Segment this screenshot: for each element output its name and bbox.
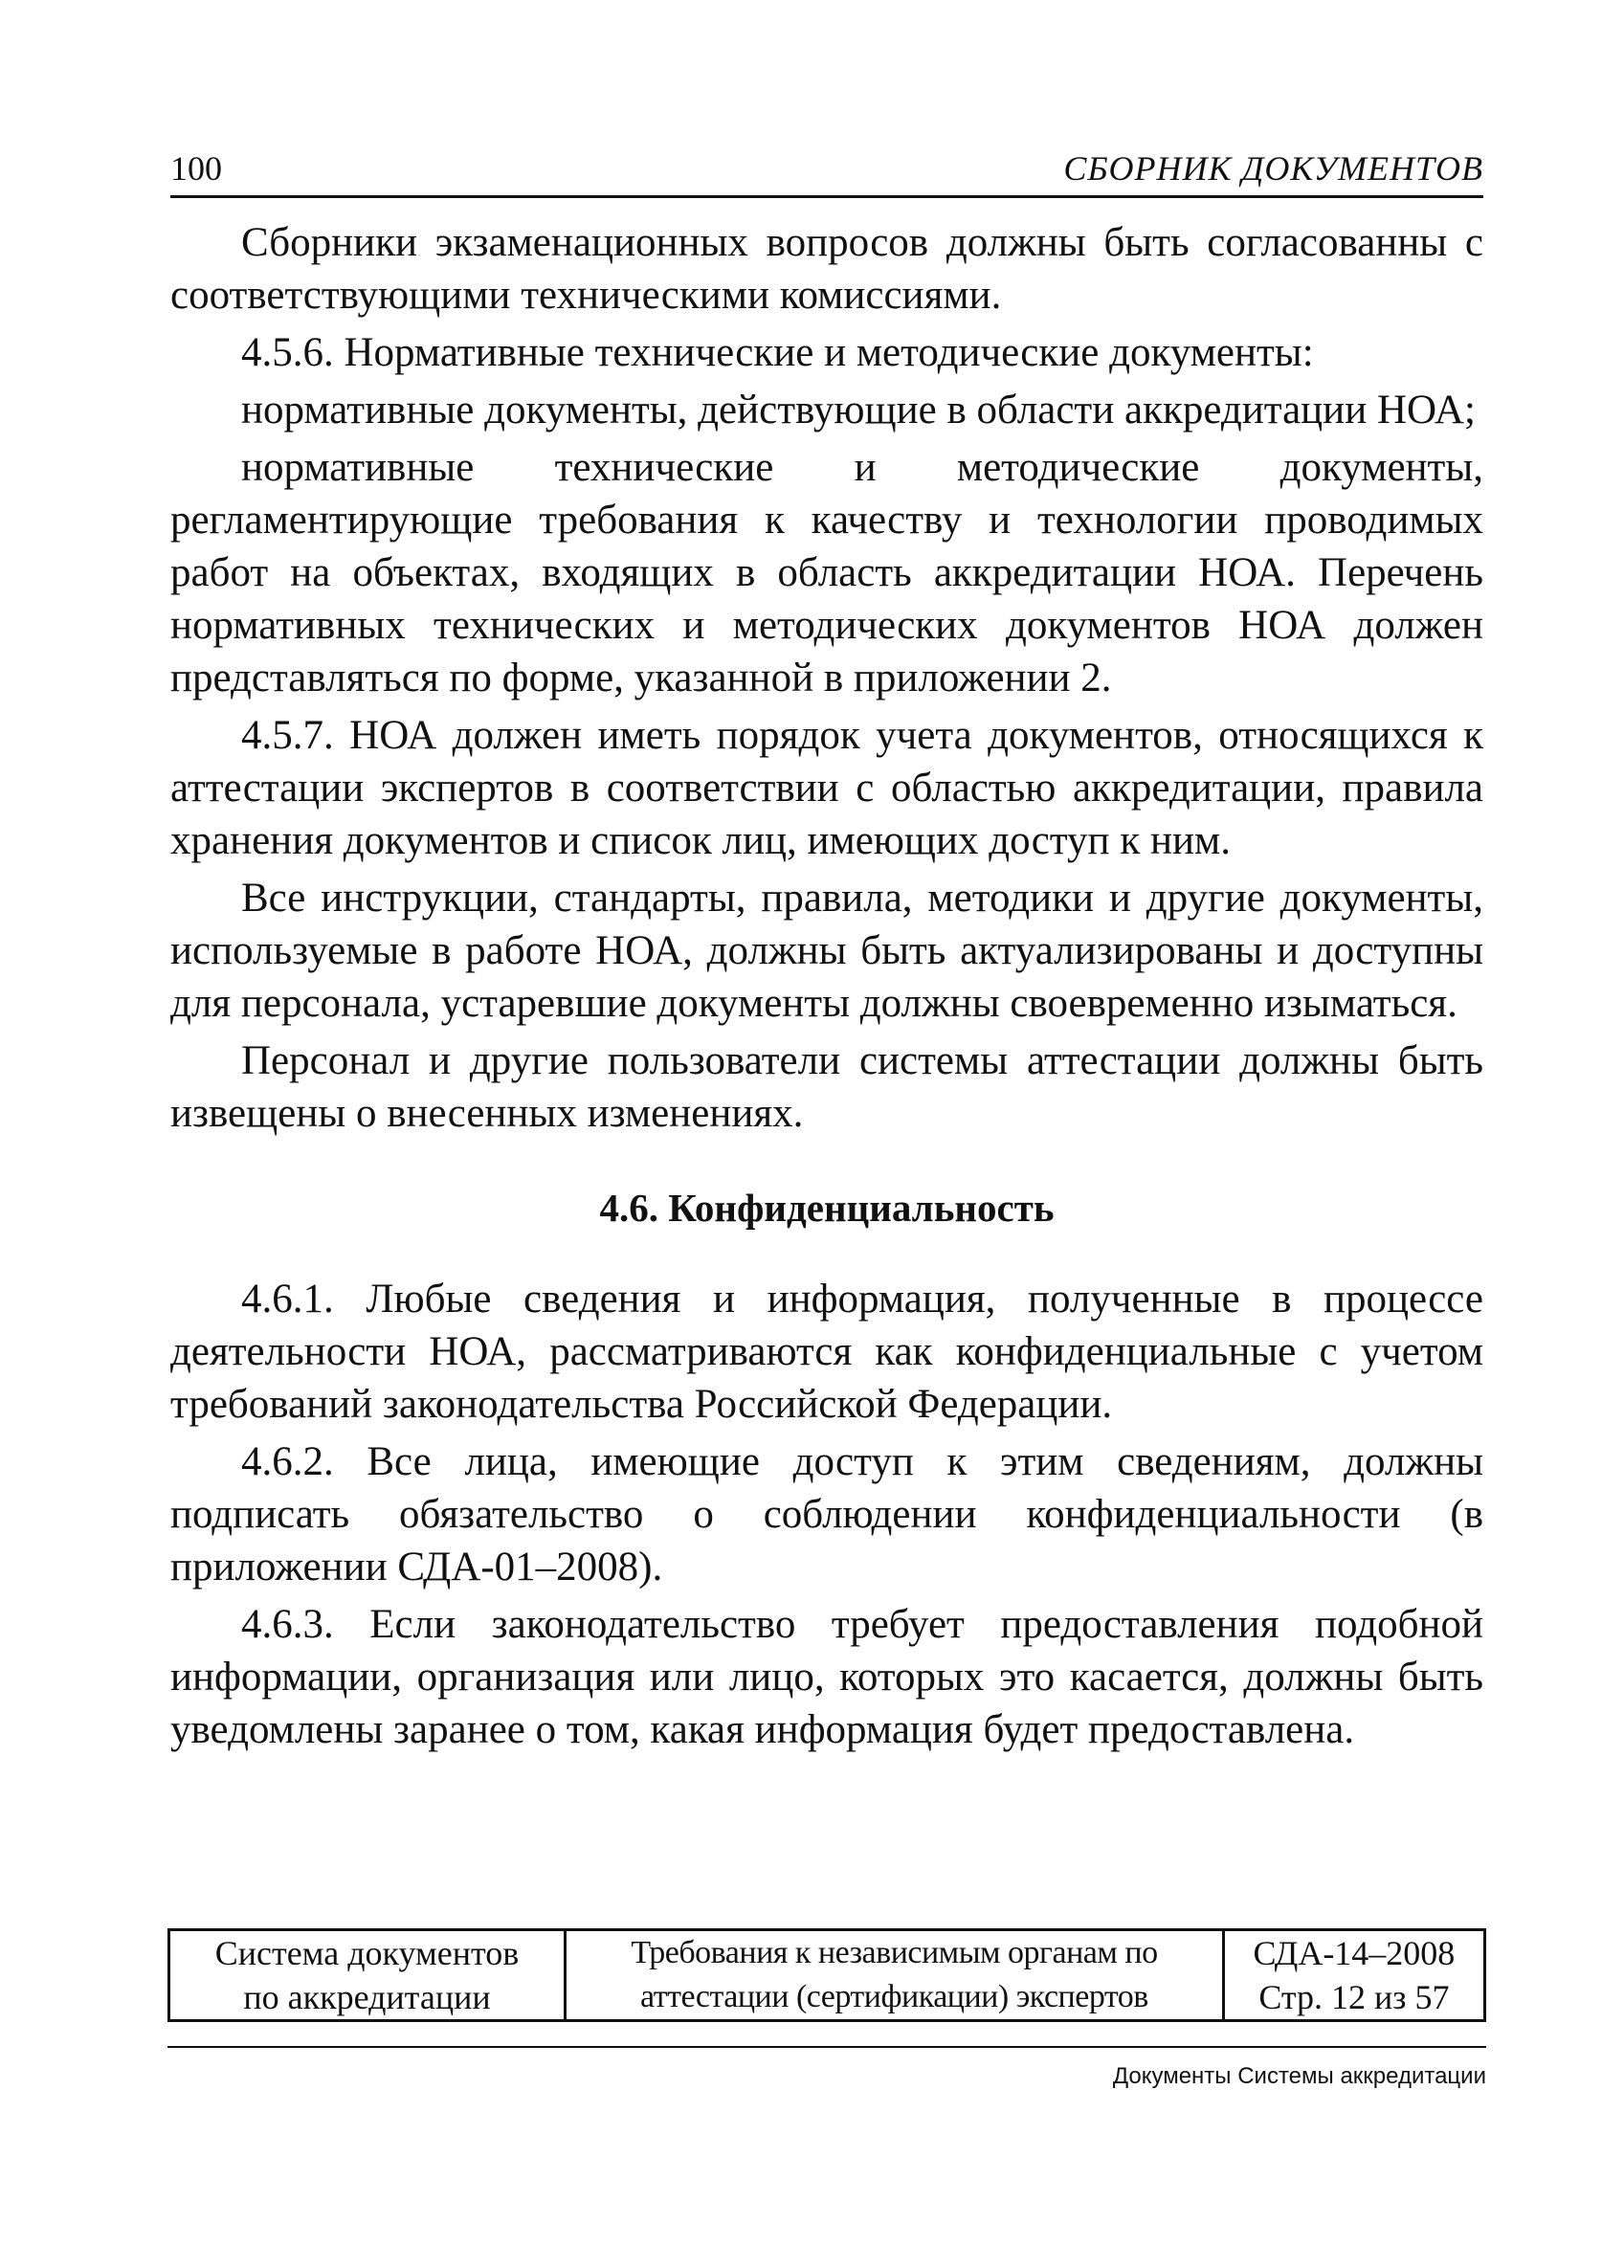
paragraph: 4.6.2. Все лица, имеющие доступ к этим сведениям, должны подписать обязательство о соблюдении конфиденциальности (в приложении СДА-01–2008). [170,1439,1483,1590]
paragraph: 4.5.6. Нормативные технические и методические документы: [241,330,1314,375]
paragraph: 4.5.7. НОА должен иметь порядок учета документов, относящихся к аттестации экспертов в соответствии с областью аккредитации, правила хранения документов и список лиц, имеющих доступ к ним. [170,713,1483,863]
code-cell [1223,1930,1484,2021]
table-row [169,1930,1485,2021]
page-indicator: Стр. 12 из 57 [1258,1978,1450,2016]
document-info-table [167,1928,1486,2022]
paragraph: нормативные технические и методические документы, регламентирующие требования к качеству и технологии проводимых работ на объектах, входящих в область аккредитации НОА. Перечень нормативных технических и методических документов НОА должен представляться по форме, указанной в приложении 2. [170,445,1483,700]
system-line-1: Система документов [214,1934,520,1972]
page-number: 100 [170,149,222,188]
paragraph: 4.6.3. Если законодательство требует предоставления подобной информации, организация или лицо, которых это касается, должны быть уведомлены заранее о том, какая информация будет предоставлена. [170,1602,1483,1752]
paragraph: Все инструкции, стандарты, правила, методики и другие документы, используемые в работе НОА, должны быть актуализированы и доступны для персонала, устаревшие документы должны своевременно изыматься. [170,876,1483,1026]
title-line-2: аттестации (сертификации) экспертов [640,1979,1148,2014]
paragraph: 4.6.1. Любые сведения и информация, полученные в процессе деятельности НОА, рассматриваются как конфиденциальные с учетом требований законодательства Российской Федерации. [170,1277,1483,1427]
body-text [170,216,1483,1761]
running-title: СБОРНИК ДОКУМЕНТОВ [1063,149,1483,188]
paragraph: Персонал и другие пользователи системы аттестации должны быть извещены о внесенных изменениях. [170,1038,1483,1136]
footer-divider [167,2046,1486,2048]
title-line-1: Требования к независимым органам по [631,1935,1158,1970]
system-line-2: по аккредитации [243,1978,491,2016]
document-code: СДА-14–2008 [1253,1934,1456,1972]
paragraph: нормативные документы, действующие в области аккредитации НОА; [241,388,1476,433]
page-header [170,144,1483,198]
section-heading: 4.6. Конфиденциальность [599,1186,1055,1230]
title-cell [566,1930,1224,2021]
footer-text: Документы Системы аккредитации [1112,2063,1486,2089]
system-cell [169,1930,566,2021]
paragraph: Сборники экзаменационных вопросов должны быть согласованны с соответствующими техническими комиссиями. [170,220,1483,318]
